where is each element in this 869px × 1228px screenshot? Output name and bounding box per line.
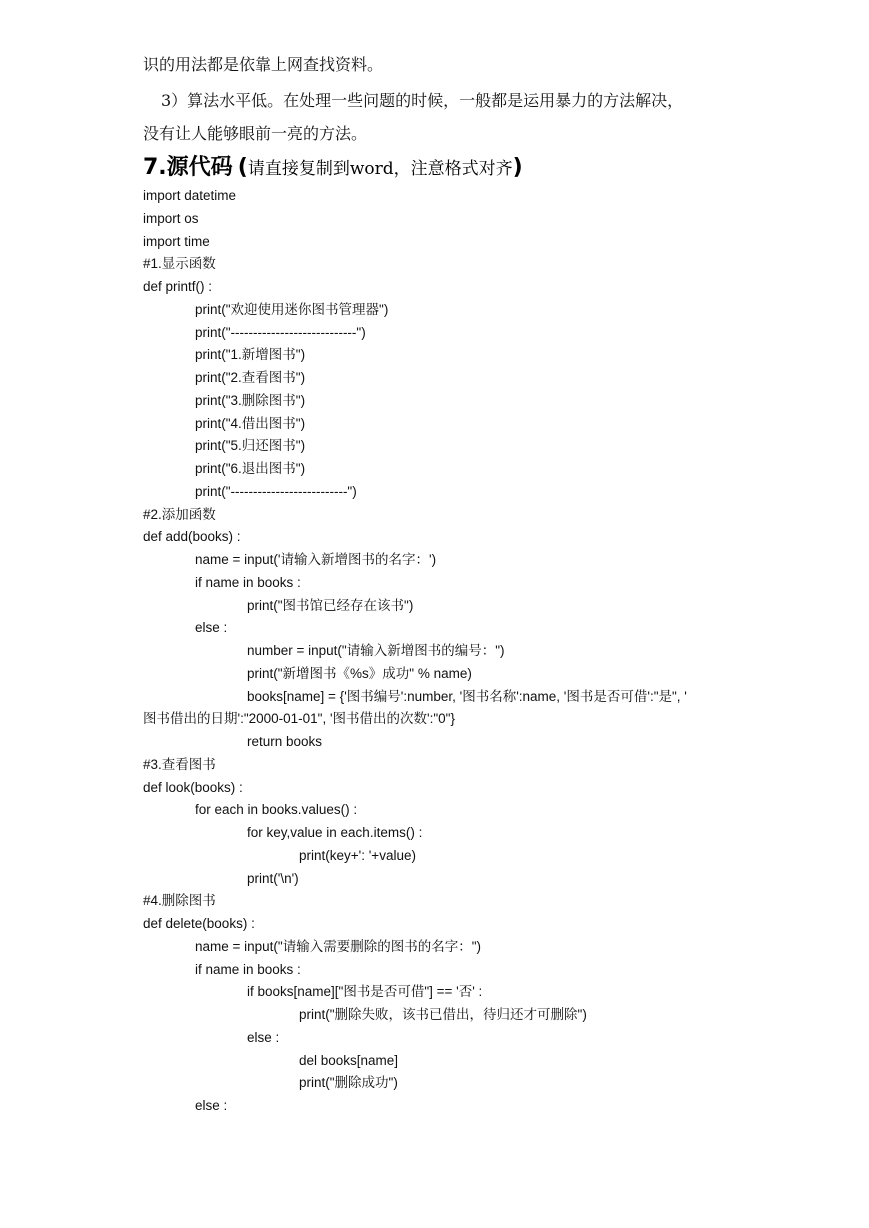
code-line: else : <box>195 620 228 635</box>
code-line: #4.删除图书 <box>143 893 216 908</box>
code-line: return books <box>247 734 323 749</box>
code-line: for each in books.values() : <box>195 802 358 817</box>
code-line: for key,value in each.items() : <box>247 825 423 840</box>
code-line: #3.查看图书 <box>143 757 216 772</box>
code-line: def printf() : <box>143 279 213 294</box>
intro-line-2: 3）算法水平低。在处理一些问题的时候，一般都是运用暴力的方法解决， <box>161 91 684 110</box>
code-line: print('\n') <box>247 871 299 886</box>
code-line: print("删除成功") <box>299 1075 398 1090</box>
code-line: if name in books : <box>195 575 301 590</box>
section-heading <box>143 150 523 181</box>
code-line: print("4.借出图书") <box>195 416 306 431</box>
intro-line-1: 识的用法都是依靠上网查找资料。 <box>143 55 384 74</box>
code-line: print("删除失败，该书已借出，待归还才可删除") <box>299 1007 587 1022</box>
code-line: def look(books) : <box>143 780 243 795</box>
code-line: def add(books) : <box>143 529 241 544</box>
code-line: print("3.删除图书") <box>195 393 306 408</box>
code-line: print(key+': '+value) <box>299 848 416 863</box>
intro-line-3: 没有让人能够眼前一亮的方法。 <box>143 124 368 143</box>
code-line: print("欢迎使用迷你图书管理器") <box>195 302 389 317</box>
code-line: name = input("请输入需要删除的图书的名字：") <box>195 939 482 954</box>
code-line: number = input("请输入新增图书的编号：") <box>247 643 505 658</box>
code-line: print("新增图书《%s》成功" % name) <box>247 666 472 681</box>
code-line: print("5.归还图书") <box>195 438 306 453</box>
code-line: print("--------------------------") <box>195 484 357 499</box>
section-open-paren: ( <box>237 155 248 180</box>
section-close-paren: ) <box>512 155 523 180</box>
code-line: import datetime <box>143 188 237 203</box>
code-line: import os <box>143 211 199 226</box>
code-line: else : <box>247 1030 280 1045</box>
code-line: else : <box>195 1098 228 1113</box>
code-line: print("2.查看图书") <box>195 370 306 385</box>
code-line: #1.显示函数 <box>143 256 216 271</box>
code-line: print("图书馆已经存在该书") <box>247 598 414 613</box>
code-line: def delete(books) : <box>143 916 255 931</box>
code-line: print("6.退出图书") <box>195 461 306 476</box>
code-line: import time <box>143 234 210 249</box>
code-line: if books[name]["图书是否可借"] == '否' : <box>247 984 483 999</box>
code-line: print("----------------------------") <box>195 325 366 340</box>
section-title: 7.源代码 <box>143 155 233 180</box>
code-line: if name in books : <box>195 962 301 977</box>
section-note: 请直接复制到word，注意格式对齐 <box>247 159 513 179</box>
code-line: 图书借出的日期':"2000-01-01", '图书借出的次数':"0"} <box>143 711 455 726</box>
code-line: books[name] = {'图书编号':number, '图书名称':name, '图书是否可借':"是", ' <box>247 689 687 704</box>
code-line: #2.添加函数 <box>143 507 216 522</box>
code-line: del books[name] <box>299 1053 399 1068</box>
code-line: print("1.新增图书") <box>195 347 306 362</box>
code-line: name = input('请输入新增图书的名字：') <box>195 552 437 567</box>
